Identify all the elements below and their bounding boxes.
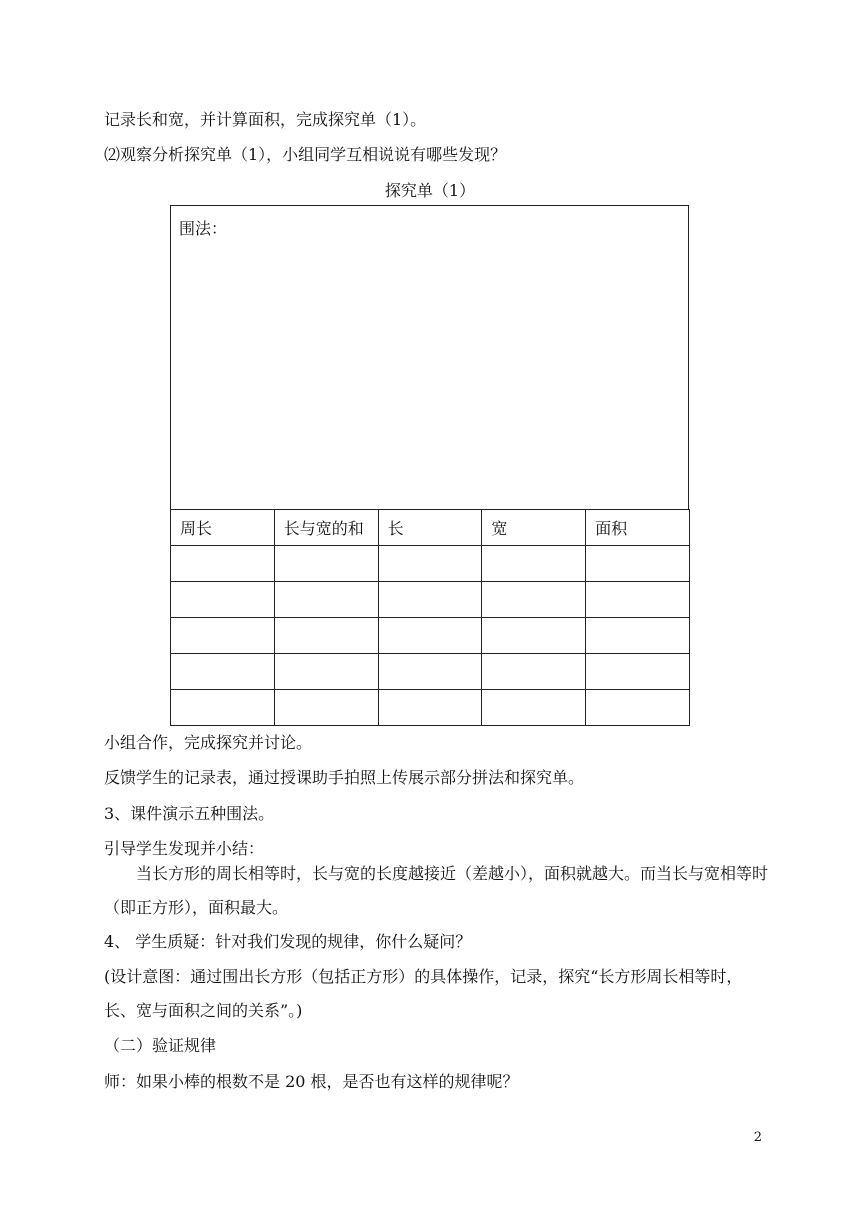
table-cell xyxy=(378,582,482,618)
header-width: 宽 xyxy=(482,510,586,546)
table-cell xyxy=(274,654,378,690)
header-perimeter: 周长 xyxy=(171,510,275,546)
paragraph-feedback: 反馈学生的记录表，通过授课助手拍照上传展示部分拼法和探究单。 xyxy=(104,768,585,787)
paragraph-group-work: 小组合作，完成探究并讨论。 xyxy=(104,733,313,752)
paragraph-demo: 3、课件演示五种围法。 xyxy=(104,804,275,823)
table-cell xyxy=(171,654,275,690)
header-area: 面积 xyxy=(586,510,690,546)
paragraph-record: 记录长和宽，并计算面积，完成探究单（1）。 xyxy=(104,110,427,129)
table-cell xyxy=(378,654,482,690)
paragraph-guide: 引导学生发现并小结： xyxy=(104,839,265,858)
drawing-label: 围法： xyxy=(179,219,228,238)
paragraph-design-intent: (设计意图：通过围出长方形（包括正方形）的具体操作，记录，探究“长方形周长相等时，长、宽与面积之间的关系”。) xyxy=(104,967,743,1020)
worksheet-table xyxy=(170,509,690,726)
table-cell xyxy=(171,690,275,726)
header-sum: 长与宽的和 xyxy=(274,510,378,546)
table-row xyxy=(171,690,690,726)
table-row xyxy=(171,654,690,690)
table-cell xyxy=(482,690,586,726)
section-heading-verify: （二）验证规律 xyxy=(104,1036,217,1055)
table-cell xyxy=(482,546,586,582)
table-cell xyxy=(482,582,586,618)
table-row xyxy=(171,582,690,618)
table-cell xyxy=(171,618,275,654)
table-cell xyxy=(586,582,690,618)
paragraph-teacher: 师：如果小棒的根数不是 20 根，是否也有这样的规律呢？ xyxy=(104,1072,519,1091)
table-cell xyxy=(274,690,378,726)
table-cell xyxy=(378,690,482,726)
page-number: 2 xyxy=(753,1130,762,1145)
worksheet-title: 探究单（1） xyxy=(384,181,476,200)
table-cell xyxy=(378,618,482,654)
table-cell xyxy=(274,546,378,582)
paragraph-question: 4、 学生质疑：针对我们发现的规律，你什么疑问？ xyxy=(104,932,472,951)
header-length: 长 xyxy=(378,510,482,546)
table-cell xyxy=(171,546,275,582)
table-row xyxy=(171,546,690,582)
table-cell xyxy=(586,546,690,582)
paragraph-conclusion: 当长方形的周长相等时，长与宽的长度越接近（差越小），面积就越大。而当长与宽相等时（即正方形），面积最大。 xyxy=(104,864,769,917)
table-cell xyxy=(274,582,378,618)
table-cell xyxy=(586,654,690,690)
table-cell xyxy=(482,654,586,690)
table-cell xyxy=(586,618,690,654)
table-cell xyxy=(482,618,586,654)
table-header-row xyxy=(171,510,690,546)
paragraph-observe: ⑵观察分析探究单（1），小组同学互相说说有哪些发现？ xyxy=(104,145,507,164)
table-cell xyxy=(274,618,378,654)
table-cell xyxy=(586,690,690,726)
table-cell xyxy=(378,546,482,582)
worksheet-drawing-area xyxy=(170,205,689,509)
table-row xyxy=(171,618,690,654)
table-cell xyxy=(171,582,275,618)
